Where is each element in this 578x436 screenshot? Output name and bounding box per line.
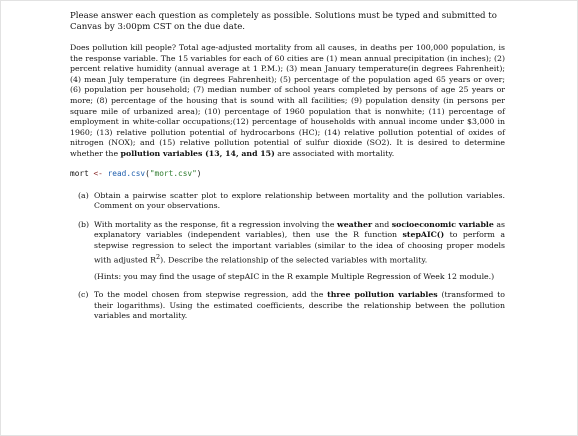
question-text: Obtain a pairwise scatter plot to explore relationship between mortality and the pollution variables. Comment on your observations. [94,190,505,211]
pollution-variables-emphasis: pollution variables (13, 14, and 15) [120,148,275,158]
code-assign-operator: <- [93,168,103,178]
question-list [70,191,505,323]
instructions: Please answer each question as completely as possible. Solutions must be typed and submitted to Canvas by 3:00pm CST on the due date. [70,11,497,32]
code-string: "mort.csv" [149,168,197,178]
text-run: and [372,219,392,229]
problem-description [70,43,505,160]
pollution-variables-emphasis: three pollution variables [327,290,438,300]
question-body [94,220,505,283]
question-label: (c) [78,290,89,300]
r-code-line [70,168,505,179]
text-run: With mortality as the response, fit a regression involving the [94,219,337,229]
hint-text: (Hints: you may find the usage of stepAIC in the R example Multiple Regression of Week 12 module.) [94,271,495,281]
question-a [70,191,505,212]
question-text [94,220,505,266]
weather-emphasis: weather [336,219,373,229]
question-text [94,290,505,322]
stepaic-emphasis: stepAIC() [402,230,445,240]
question-b [70,220,505,283]
description-text-end: are associated with mortality. [274,148,395,158]
text-run: to perform a stepwise regression to select the important variables (similar to the idea of choosing proper models with adjusted R [94,230,505,265]
code-paren-close: ) [196,168,202,178]
question-label: (a) [78,190,89,200]
question-c [70,290,505,322]
code-paren-open: ( [145,168,150,178]
superscript: 2 [155,252,161,261]
text-run: To the model chosen from stepwise regression, add the [94,290,328,300]
code-function: read.csv [107,168,146,178]
socioeconomic-emphasis: socioeconomic variable [391,219,494,229]
code-variable: mort [70,168,89,178]
text-run: as explanatory variables (independent variables), then use the R function [94,219,505,240]
text-run: ). Describe the relationship of the selected variables with mortality. [160,255,428,265]
question-label: (b) [78,219,90,229]
text-run: (transformed to their logarithms). Using the estimated coefficients, describe the relationship between the pollution variables and mortality. [94,290,505,321]
description-text: Does pollution kill people? Total age-adjusted mortality from all causes, in deaths per 100,000 population, is the response variable. The 15 variables for each of 60 cities are (1) mean annual precipitation (in inches); (2) percent relative humidity (annual average at 1 P.M.); (3) mean January temperature(in degrees Fahrenheit); (4) mean July temperature (in degrees Fahrenheit); (5) percentage of the population aged 65 years or over; (6) population per household; (7) median number of school years completed by persons of age 25 years or more; (8) percentage of the housing that is sound with all facilities; (9) population density (in persons per square mile of urbanized area); (10) percentage of 1960 population that is nonwhite; (11) percentage of employment in white-collar occupations;(12) percentage of households with annual income under $3,000 in 1960; (13) relative pollution potential of hydrocarbons (HC); (14) relative pollution potential of oxides of nitrogen (NOX); and (15) relative pollution potential of sulfur dioxide (SO2). It is desired to determine whether the [70,43,505,158]
